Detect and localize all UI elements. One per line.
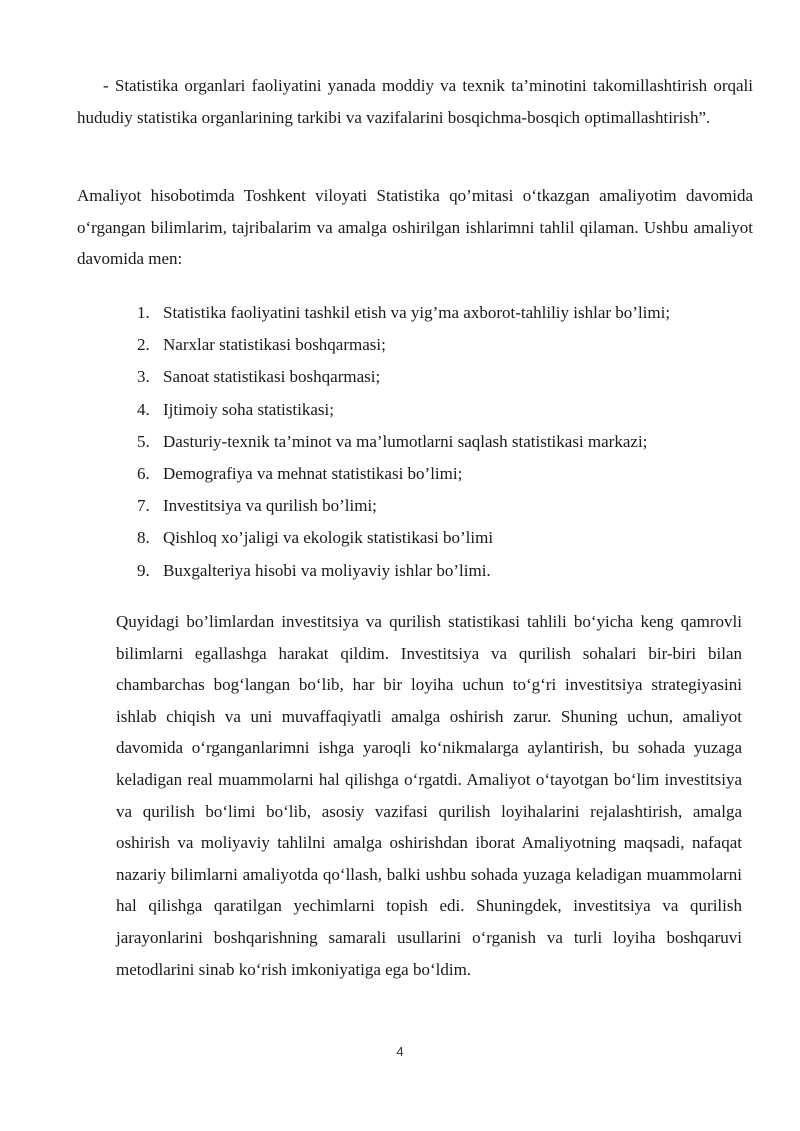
list-item-text: Buxgalteriya hisobi va moliyaviy ishlar bo’limi. [163, 560, 491, 580]
conclusion-paragraph: Quyidagi bo’limlardan investitsiya va qurilish statistikasi tahlili bo‘yicha keng qamrovli bilimlarni egallashga harakat qildim. Investitsiya va qurilish sohalari bir-biri bilan chambarchas bog‘langan bo‘lib, har bir loyiha uchun to‘g‘ri investitsiya strategiyasini ishlab chiqish va uni muvaffaqiyatli amalga oshirish zarur. Shuning uchun, amaliyot davomida o‘rganganlarimni ishga yaroqli ko‘nikmalarga aylantirish, bu sohada yuzaga keladigan real muammolarni hal qilishga o‘rgatdi. Amaliyot o‘tayotgan bo‘lim investitsiya va qurilish bo‘limi bo‘lib, asosiy vazifasi qurilish loyihalarini rejalashtirish, amalga oshirish va moliyaviy tahlilni amalga oshirishdan iborat Amaliyotning maqsadi, nafaqat nazariy bilimlarni amaliyotda qo‘llash, balki ushbu sohada yuzaga keladigan muammolarni hal qilishga qaratilgan yechimlarni topish edi. Shuningdek, investitsiya va qurilish jarayonlarini boshqarishning samarali usullarini o‘rganish va turli loyiha boshqaruvi metodlarini sinab ko‘rish imkoniyatiga ega bo‘ldim. [116, 612, 742, 979]
list-item-number: 9. [137, 560, 150, 580]
list-item-text: Narxlar statistikasi boshqarmasi; [163, 335, 386, 355]
list-item-number: 6. [137, 463, 150, 483]
list-item [137, 522, 763, 554]
list-item-text: Demografiya va mehnat statistikasi bo’limi; [163, 463, 463, 483]
list-item-text: Dasturiy-texnik ta’minot va ma’lumotlarni saqlash statistikasi markazi; [163, 431, 648, 451]
list-item [137, 555, 763, 587]
list-item [137, 394, 763, 426]
list-item [137, 297, 763, 329]
list-item-text: Statistika faoliyatini tashkil etish va yig’ma axborot-tahliliy ishlar bo’limi; [163, 303, 671, 322]
list-item [137, 490, 763, 522]
departments-list [137, 297, 763, 587]
list-item [137, 329, 763, 361]
intro-bullet-paragraph: - Statistika organlari faoliyatini yanada moddiy va texnik ta’minotini takomillashtirish orqali hududiy statistika organlarining tarkibi va vazifalarini bosqichma-bosqich optimallashtirish”. [77, 76, 753, 127]
list-item [137, 458, 763, 490]
list-item-text: Qishloq xo’jaligi va ekologik statistikasi bo’limi [163, 528, 494, 548]
list-item-number: 1. [137, 303, 150, 322]
list-item-text: Investitsiya va qurilish bo’limi; [163, 496, 377, 516]
list-item-number: 4. [137, 399, 150, 419]
list-item-text: Sanoat statistikasi boshqarmasi; [163, 367, 381, 387]
list-item-number: 7. [137, 496, 150, 516]
list-item-number: 5. [137, 431, 150, 451]
report-intro-paragraph: Amaliyot hisobotimda Toshkent viloyati Statistika qo’mitasi o‘tkazgan amaliyotim davomida o‘rgangan bilimlarim, tajribalarim va amalga oshirilgan ishlarimni tahlil qilaman. Ushbu amaliyot davomida men: [77, 186, 753, 268]
list-item-number: 3. [137, 367, 150, 387]
list-item [137, 361, 763, 393]
list-item-number: 8. [137, 528, 150, 548]
list-item [137, 426, 763, 458]
page-number: 4 [396, 1044, 404, 1059]
list-item-number: 2. [137, 335, 150, 355]
list-item-text: Ijtimoiy soha statistikasi; [163, 399, 334, 419]
